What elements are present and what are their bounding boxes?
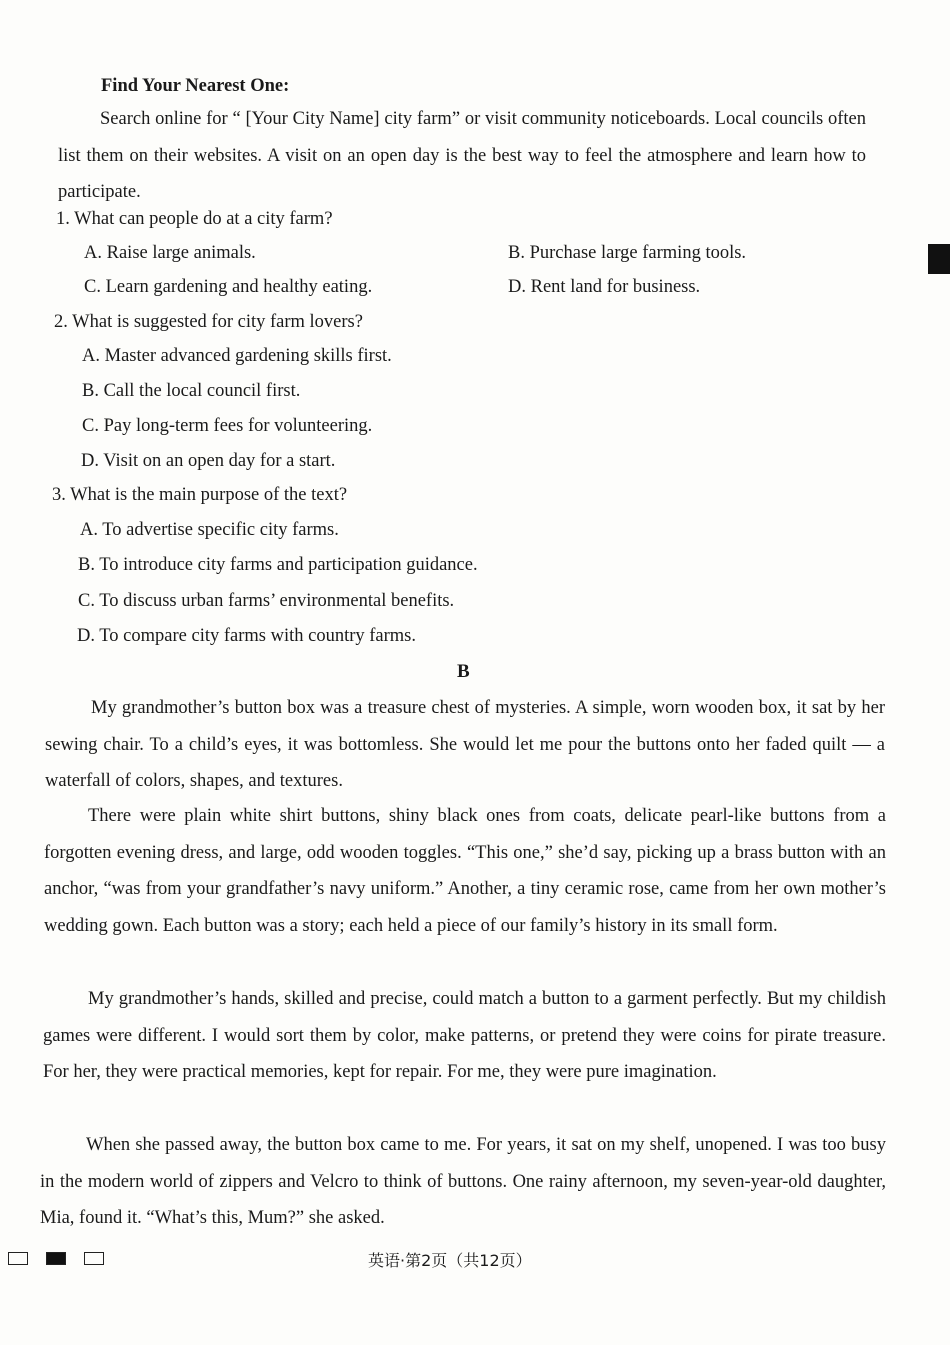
option-text: Purchase large farming tools.	[529, 243, 747, 263]
question-3-option-c[interactable]	[78, 591, 454, 612]
option-letter: D.	[77, 626, 95, 646]
question-1-option-b[interactable]	[508, 243, 746, 264]
question-2-option-b[interactable]	[82, 381, 300, 402]
page-marker-filled	[46, 1252, 66, 1265]
intro-paragraph: Search online for “ [Your City Name] city farm” or visit community noticeboards. Local councils often list them on their websites. A visit on an open day is the best way to feel the atmosphere and learn how to participate.	[58, 109, 866, 202]
passage-paragraph-4: When she passed away, the button box came to me. For years, it sat on my shelf, unopened. I was too busy in the modern world of zippers and Velcro to think of buttons. One rainy afternoon, my seven-year-old daughter, Mia, found it. “What’s this, Mum?” she asked.	[40, 1135, 886, 1228]
option-letter: D.	[81, 451, 99, 471]
question-text: What can people do at a city farm?	[74, 209, 333, 229]
page-marker-empty	[84, 1252, 104, 1265]
registration-mark	[928, 244, 950, 274]
option-text: Pay long-term fees for volunteering.	[103, 416, 373, 436]
question-text: What is the main purpose of the text?	[70, 485, 348, 505]
page-footer: 英语·第2页（共12页）	[368, 1251, 532, 1270]
section-b-title: B	[457, 661, 470, 682]
question-1-stem	[56, 209, 333, 230]
passage-paragraph-3: My grandmother’s hands, skilled and precise, could match a button to a garment perfectly. But my childish games were different. I would sort them by color, make patterns, or pretend they were coins for pirate treasure. For her, they were practical memories, kept for repair. For me, they were pure imagination.	[43, 989, 886, 1082]
option-letter: C.	[84, 277, 101, 297]
option-text: To advertise specific city farms.	[102, 520, 339, 540]
option-letter: A.	[82, 346, 100, 366]
option-letter: A.	[80, 520, 98, 540]
question-2-stem	[54, 312, 363, 333]
question-2-option-a[interactable]	[82, 346, 392, 367]
option-text: Call the local council first.	[103, 381, 301, 401]
question-number: 1.	[56, 209, 70, 229]
section-heading: Find Your Nearest One:	[101, 76, 290, 96]
option-letter: D.	[508, 277, 526, 297]
question-3-stem	[52, 485, 347, 506]
option-text: To compare city farms with country farms.	[99, 626, 417, 646]
option-text: Visit on an open day for a start.	[103, 451, 336, 471]
option-text: To introduce city farms and participation guidance.	[99, 555, 478, 575]
option-letter: C.	[78, 591, 95, 611]
option-text: Rent land for business.	[530, 277, 701, 297]
question-2-option-c[interactable]	[82, 416, 372, 437]
question-3-option-b[interactable]	[78, 555, 478, 576]
option-text: Master advanced gardening skills first.	[104, 346, 392, 366]
option-letter: B.	[78, 555, 95, 575]
question-3-option-a[interactable]	[80, 520, 339, 541]
question-text: What is suggested for city farm lovers?	[72, 312, 363, 332]
option-letter: A.	[84, 243, 102, 263]
question-3-option-d[interactable]	[77, 626, 416, 647]
question-number: 3.	[52, 485, 66, 505]
question-2-option-d[interactable]	[81, 451, 335, 472]
option-text: To discuss urban farms’ environmental benefits.	[99, 591, 455, 611]
question-1-option-d[interactable]	[508, 277, 700, 298]
question-number: 2.	[54, 312, 68, 332]
page-marker-empty	[8, 1252, 28, 1265]
passage-paragraph-1: My grandmother’s button box was a treasure chest of mysteries. A simple, worn wooden box, it sat by her sewing chair. To a child’s eyes, it was bottomless. She would let me pour the buttons onto her faded quilt — a waterfall of colors, shapes, and textures.	[45, 698, 885, 791]
option-letter: B.	[82, 381, 99, 401]
option-text: Raise large animals.	[106, 243, 256, 263]
option-text: Learn gardening and healthy eating.	[105, 277, 373, 297]
option-letter: B.	[508, 243, 525, 263]
passage-paragraph-2: There were plain white shirt buttons, shiny black ones from coats, delicate pearl-like buttons from a forgotten evening dress, and large, odd wooden toggles. “This one,” she’d say, picking up a brass button with an anchor, “was from your grandfather’s navy uniform.” Another, a tiny ceramic rose, came from her own mother’s wedding gown. Each button was a story; each held a piece of our family’s history in its small form.	[44, 806, 886, 936]
question-1-option-a[interactable]	[84, 243, 256, 264]
question-1-option-c[interactable]	[84, 277, 372, 298]
option-letter: C.	[82, 416, 99, 436]
